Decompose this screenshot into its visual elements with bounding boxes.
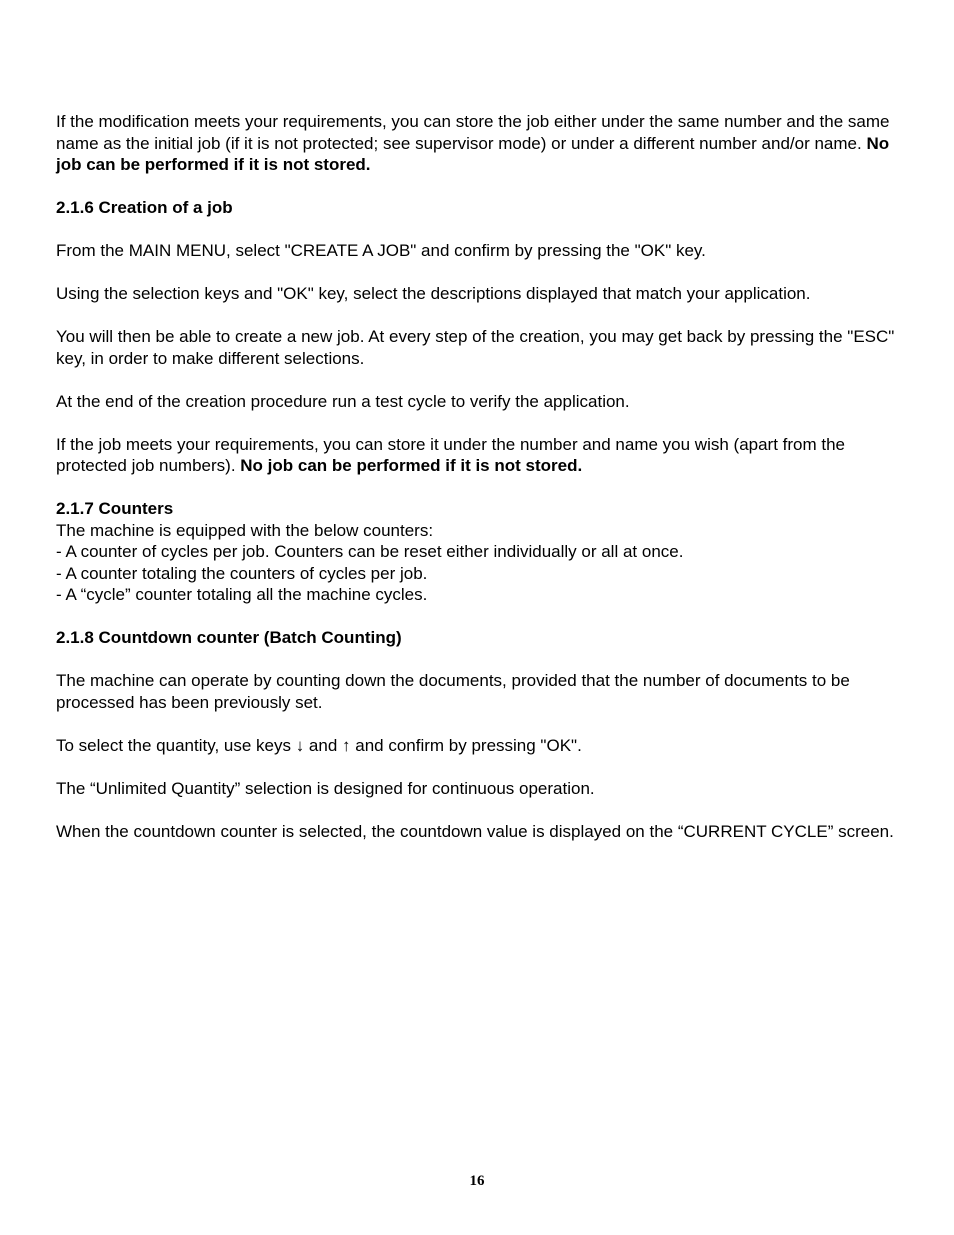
para-216-5-bold: No job can be performed if it is not stored.	[240, 456, 583, 475]
counters-line: - A counter totaling the counters of cycles per job.	[56, 563, 428, 583]
heading-216: 2.1.6 Creation of a job	[56, 198, 233, 217]
counters-line: The machine is equipped with the below counters:	[56, 520, 434, 540]
para-218-4: When the countdown counter is selected, the countdown value is displayed on the “CURRENT CYCLE” screen.	[56, 821, 894, 841]
page-number: 16	[469, 1173, 485, 1189]
para-218-3: The “Unlimited Quantity” selection is designed for continuous operation.	[56, 778, 595, 798]
counters-line: - A “cycle” counter totaling all the machine cycles.	[56, 585, 428, 604]
heading-218: 2.1.8 Countdown counter (Batch Counting)	[56, 628, 402, 647]
para-216-5	[56, 434, 901, 477]
intro-paragraph	[56, 111, 901, 176]
counters-line: - A counter of cycles per job. Counters can be reset either individually or all at once.	[56, 542, 684, 561]
para-218-2: To select the quantity, use keys ↓ and ↑ and confirm by pressing "OK".	[56, 735, 582, 755]
para-216-2: Using the selection keys and "OK" key, select the descriptions displayed that match your application.	[56, 284, 811, 303]
para-216-3: You will then be able to create a new job. At every step of the creation, you may get back by pressing the "ESC" key, in order to make different selections.	[56, 327, 895, 368]
para-218-1: The machine can operate by counting down the documents, provided that the number of documents to be processed has been previously set.	[56, 671, 850, 712]
intro-text: If the modification meets your requirements, you can store the job either under the same number and the same name as the initial job (if it is not protected; see supervisor mode) or under a different number and/or name.	[56, 112, 890, 153]
para-216-4: At the end of the creation procedure run a test cycle to verify the application.	[56, 391, 630, 411]
para-216-5-text: If the job meets your requirements, you can store it under the number and name you wish (apart from the protected job numbers).	[56, 434, 846, 475]
intro-bold-note: No job can be performed if it is not stored.	[56, 133, 890, 174]
counters-list	[56, 520, 901, 606]
heading-217: 2.1.7 Counters	[56, 499, 174, 518]
document-page	[56, 111, 901, 864]
para-216-1: From the MAIN MENU, select "CREATE A JOB" and confirm by pressing the "OK" key.	[56, 241, 706, 260]
